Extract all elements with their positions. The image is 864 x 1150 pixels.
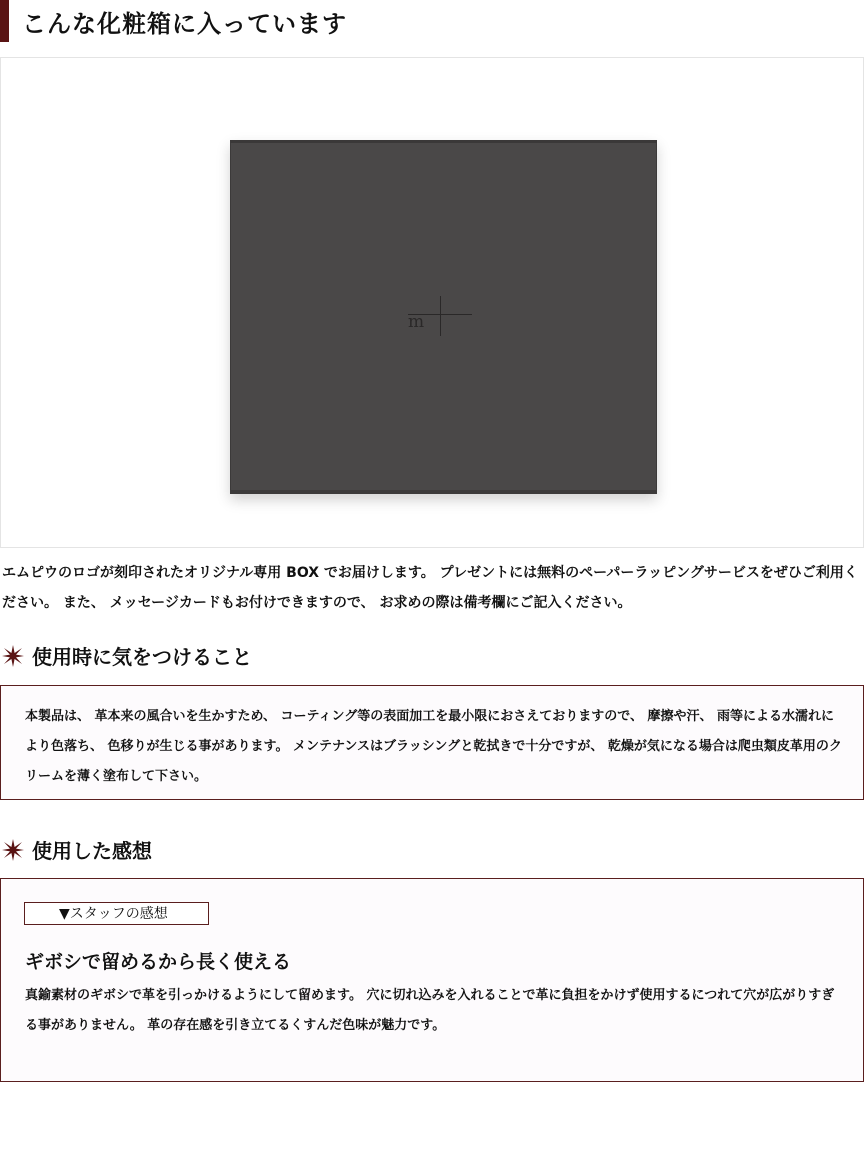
page-title: こんな化粧箱に入っています: [22, 9, 347, 38]
product-photo: [0, 57, 864, 548]
section-title-bar: [0, 0, 864, 42]
review-heading: [2, 835, 152, 864]
logo-letter: m: [408, 312, 425, 332]
review-panel: [0, 878, 864, 1082]
intro-paragraph: エムピウのロゴが刻印されたオリジナル専用 BOX でお届けします。 プレゼントには無料のペーパーラッピングサービスをぜひご利用ください。 また、 メッセージカードもお付けできますので、 お求めの際は備考欄にご記入ください。: [2, 565, 858, 611]
star-burst-icon: [2, 839, 24, 861]
review-text: 真鍮素材のギボシで革を引っかけるようにして留めます。 穴に切れ込みを入れることで革に負担をかけず使用するにつれて穴が広がりすぎる事がありません。 革の存在感を引き立てるくすんだ色味が魅力です。: [25, 988, 835, 1033]
staff-review-tag: ▼スタッフの感想: [24, 902, 209, 925]
care-heading-text: 使用時に気をつけること: [32, 645, 252, 669]
star-burst-icon: [2, 645, 24, 667]
review-subtitle: ギボシで留めるから長く使える: [25, 951, 292, 973]
care-text: 本製品は、 革本来の風合いを生かすため、 コーティング等の表面加工を最小限におさえておりますので、 摩擦や汗、 雨等による水濡れにより色落ち、 色移りが生じる事があります。 メンテナンスはブラッシングと乾拭きで十分ですが、 乾燥が気になる場合は爬虫類皮革用のクリームを薄く塗布して下さい。: [25, 709, 842, 784]
box-bottom-edge: [230, 490, 657, 494]
gift-box-image: [230, 140, 657, 494]
care-panel: [0, 685, 864, 800]
title-accent-bar: [0, 0, 9, 42]
care-heading: [2, 641, 252, 670]
box-lid-edge: [230, 140, 657, 143]
review-heading-text: 使用した感想: [32, 839, 152, 863]
brand-logo: [408, 296, 474, 336]
